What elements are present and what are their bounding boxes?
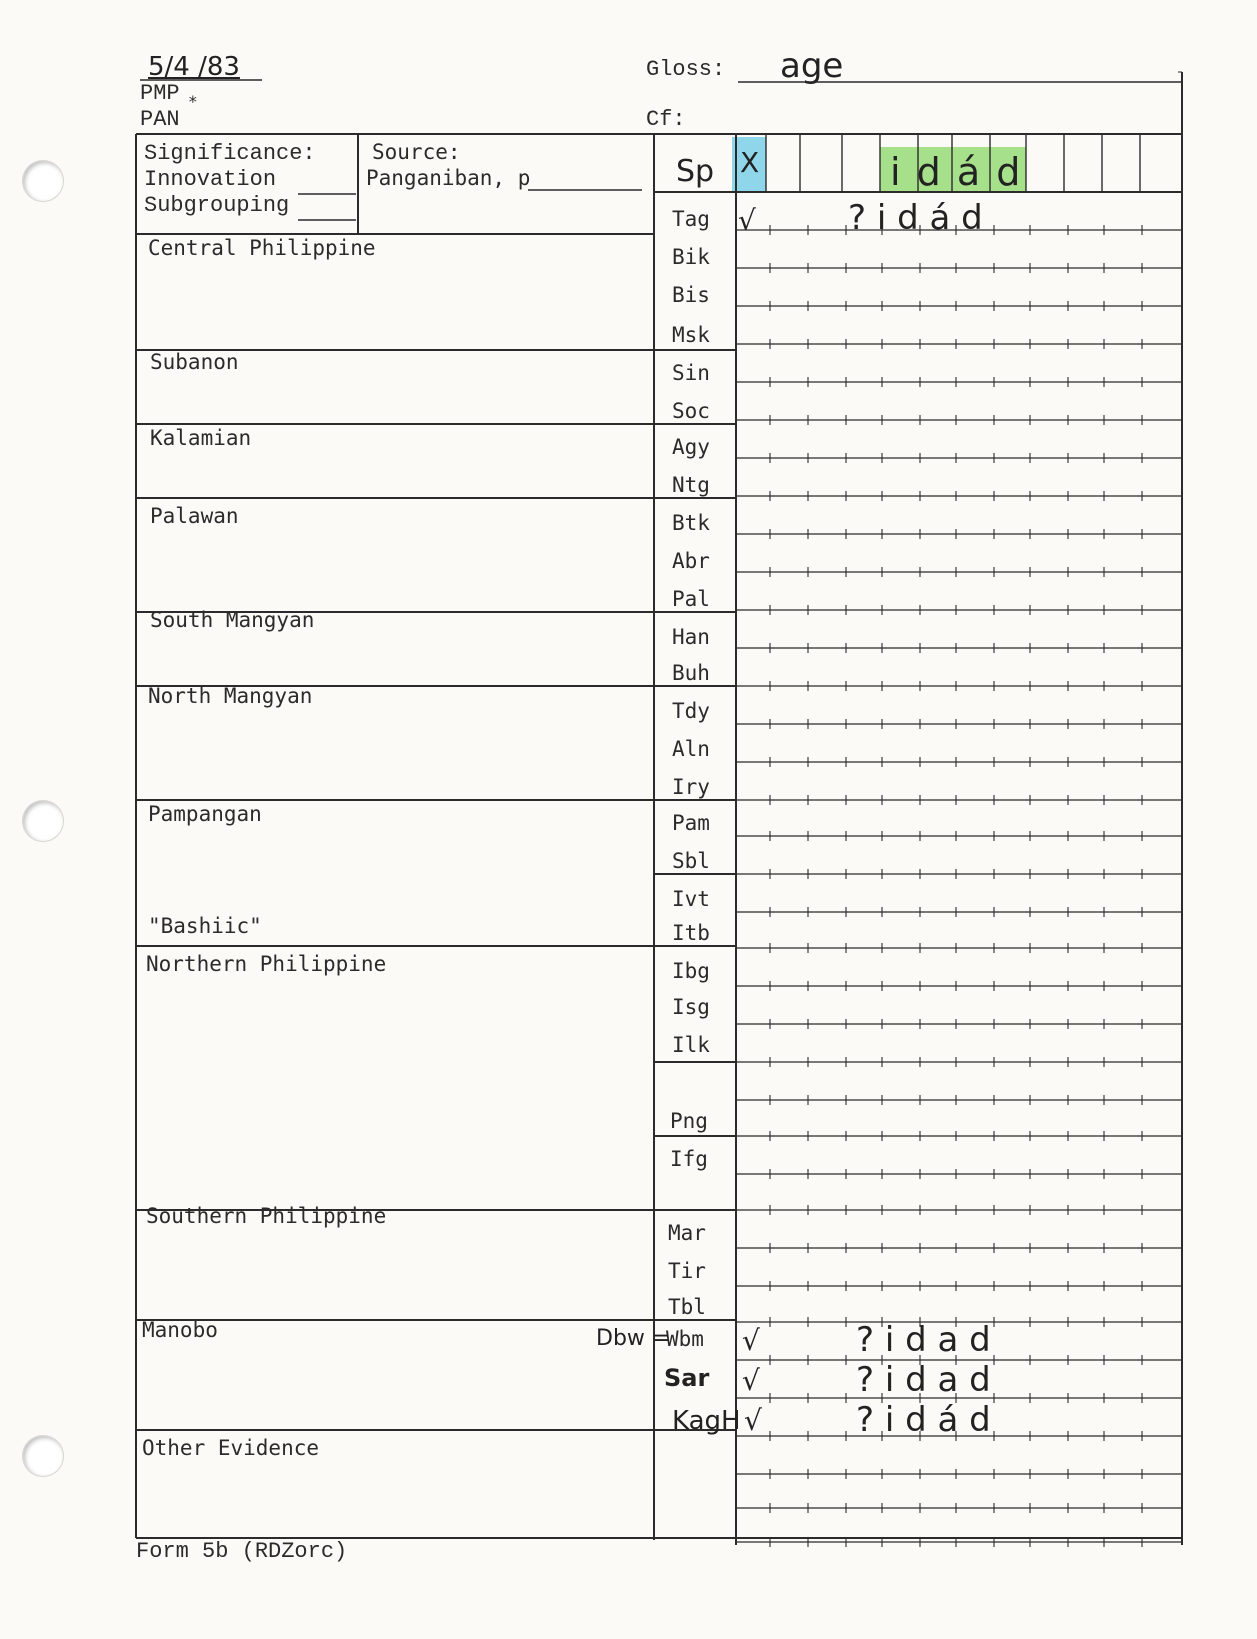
group-other-evidence: Other Evidence (142, 1436, 320, 1460)
tag-mark: √ (738, 204, 756, 237)
sar-form: ? i d a d (856, 1360, 991, 1400)
lang-pal: Pal (672, 587, 710, 611)
group-manobo: Manobo (142, 1318, 218, 1342)
group-subanon: Subanon (150, 350, 239, 374)
sp-mark: X (740, 146, 760, 179)
sp-form: i d á d (890, 150, 1023, 194)
source-value: Panganiban, p (366, 166, 531, 190)
group-south-mangyan: South Mangyan (150, 608, 315, 632)
kagh-mark: √ (744, 1404, 762, 1437)
group-palawan: Palawan (150, 504, 239, 528)
lang-sp: Sp (676, 154, 715, 189)
lang-bik: Bik (672, 245, 710, 269)
group-kalamian: Kalamian (150, 426, 252, 450)
subgrouping-label: Subgrouping (144, 193, 290, 218)
wbm-mark: √ (742, 1324, 760, 1357)
pmp-marker: * (188, 92, 198, 111)
lang-soc: Soc (672, 399, 710, 423)
lang-kagh: KagH (672, 1406, 741, 1436)
dbw-note: Dbw = (596, 1326, 671, 1351)
lang-aln: Aln (672, 737, 710, 761)
lang-png: Png (670, 1109, 708, 1133)
lang-tag: Tag (672, 207, 710, 231)
kagh-form: ? i d á d (856, 1400, 991, 1440)
tag-form: ? i d á d (848, 198, 983, 238)
lang-ilk: Ilk (672, 1033, 710, 1057)
sar-mark: √ (742, 1364, 760, 1397)
wbm-form: ? i d a d (856, 1320, 991, 1360)
lang-btk: Btk (672, 511, 710, 535)
lang-han: Han (672, 625, 710, 649)
lang-wbm: Wbm (666, 1327, 704, 1351)
lang-ibg: Ibg (672, 959, 710, 983)
lang-bis: Bis (672, 283, 710, 307)
lang-ivt: Ivt (672, 887, 710, 911)
lang-buh: Buh (672, 661, 710, 685)
lang-ifg: Ifg (670, 1147, 708, 1171)
lang-tdy: Tdy (672, 699, 710, 723)
group-central-philippine: Central Philippine (148, 236, 376, 260)
group-pampangan: Pampangan (148, 802, 262, 826)
lang-msk: Msk (672, 323, 710, 347)
form-footer: Form 5b (RDZorc) (136, 1539, 348, 1564)
lang-iry: Iry (672, 775, 710, 799)
group-southern-philippine: Southern Philippine (146, 1204, 387, 1228)
lang-abr: Abr (672, 549, 710, 573)
lang-pam: Pam (672, 811, 710, 835)
significance-label: Significance: (144, 141, 316, 166)
lang-sin: Sin (672, 361, 710, 385)
innovation-label: Innovation (144, 167, 277, 192)
cf-label: Cf: (646, 107, 686, 132)
group-northern-philippine: Northern Philippine (146, 952, 387, 976)
group-north-mangyan: North Mangyan (148, 684, 313, 708)
lang-agy: Agy (672, 435, 710, 459)
lang-tir: Tir (668, 1259, 706, 1283)
date: 5/4 /83 (148, 52, 240, 82)
lang-isg: Isg (672, 995, 710, 1019)
group-bashiic: "Bashiic" (148, 914, 262, 938)
gloss-label: Gloss: (646, 57, 726, 82)
pan-label: PAN (140, 107, 180, 132)
lang-sar: Sar (664, 1364, 710, 1392)
gloss-value: age (780, 46, 844, 86)
lang-sbl: Sbl (672, 849, 710, 873)
source-label: Source: (372, 140, 461, 164)
lang-itb: Itb (672, 921, 710, 945)
lang-ntg: Ntg (672, 473, 710, 497)
lang-mar: Mar (668, 1221, 706, 1245)
pmp-label: PMP (140, 81, 180, 106)
lang-tbl: Tbl (668, 1295, 706, 1319)
